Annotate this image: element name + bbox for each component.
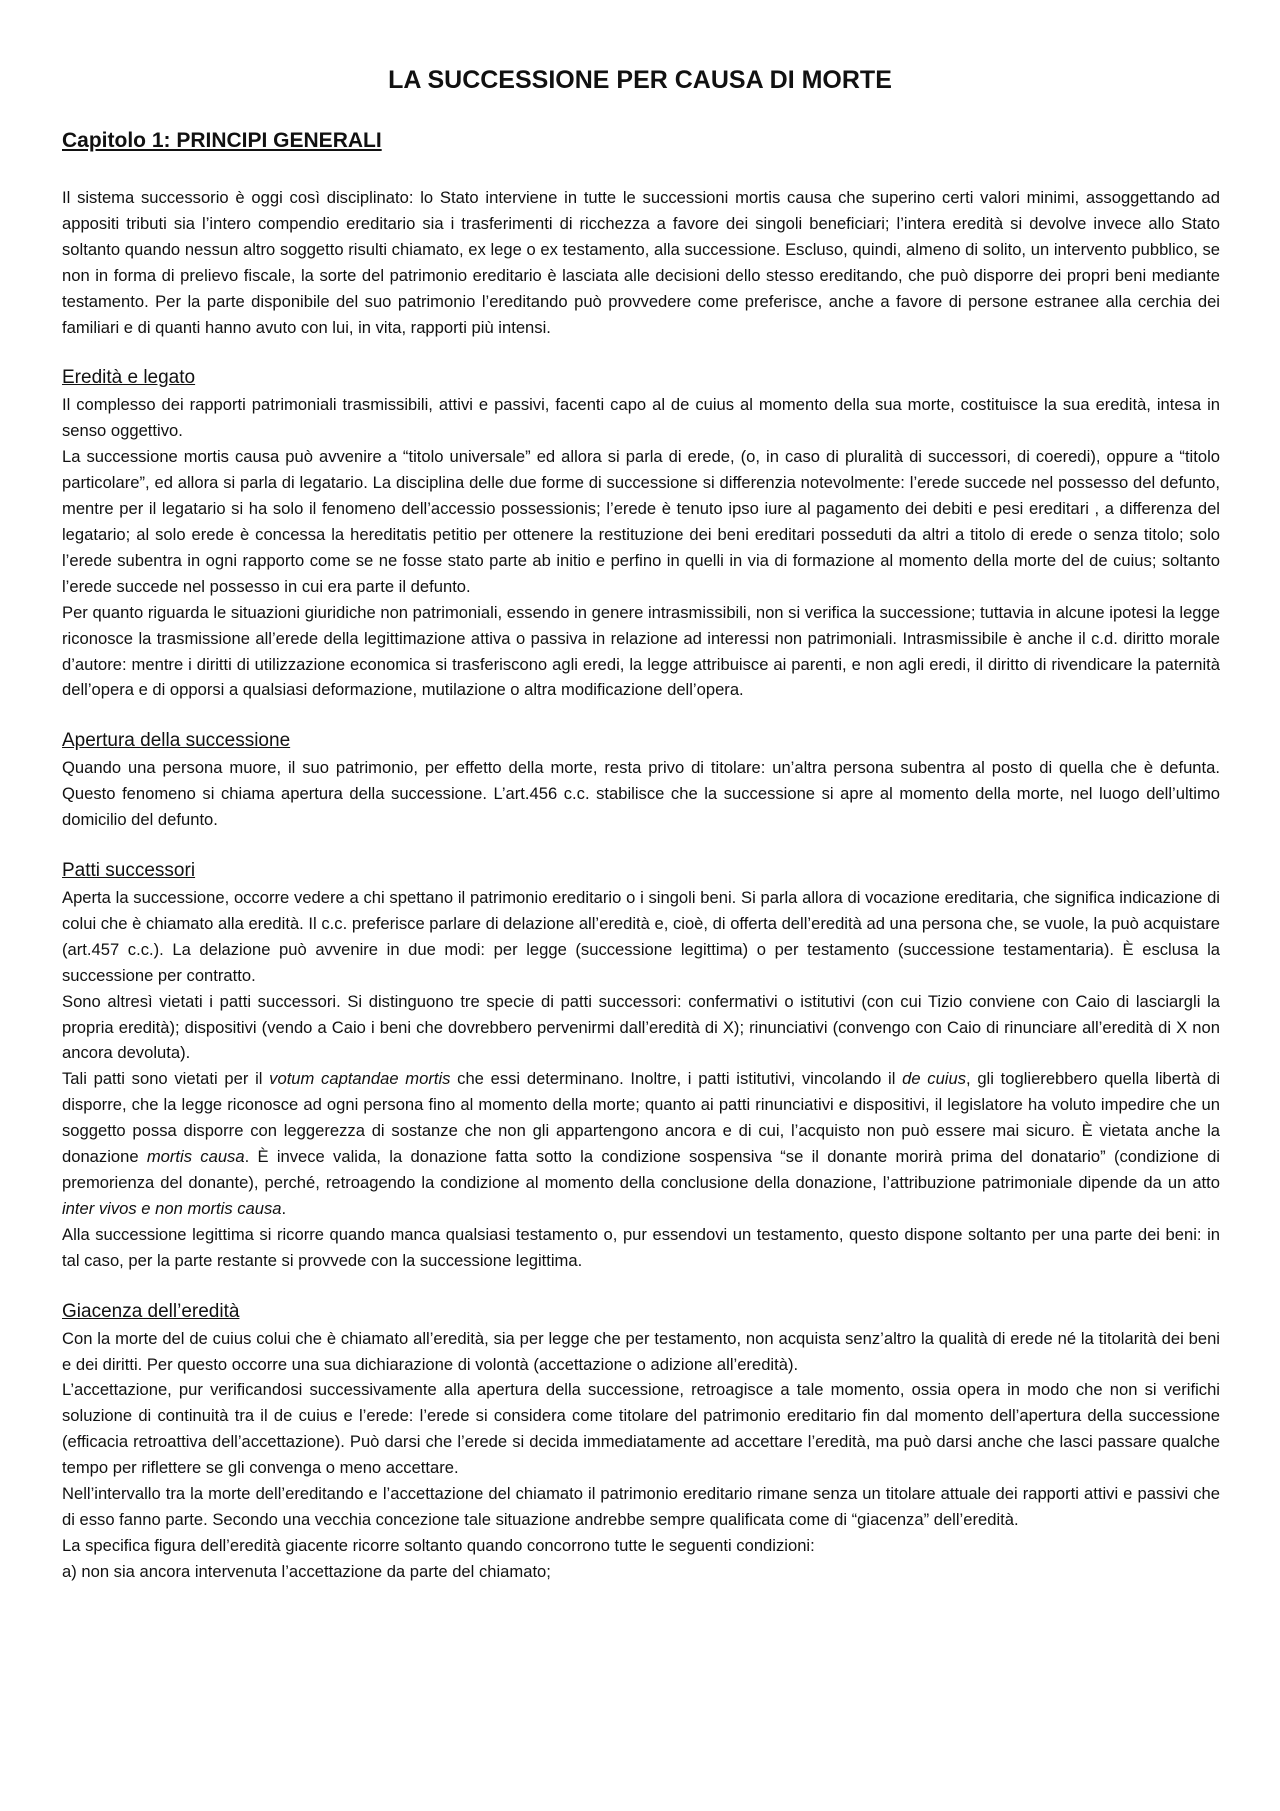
section-heading-eredita: Eredità e legato <box>62 367 196 389</box>
chapter-title: Capitolo 1: PRINCIPI GENERALI <box>62 129 382 152</box>
section-heading-giacenza: Giacenza dell’eredità <box>62 1300 240 1322</box>
paragraph: Sono altresì vietati i patti successori. Si distinguono tre specie di patti successori: confermativi o istitutivi (con cui Tizio conviene con Caio di lasciargli la propria eredità); dispositivi (vendo a Caio i beni che dovrebbero pervenirmi dall’eredità di X); rinunciativi (convengo con Caio di rinunciare all’eredità di X non ancora devoluta). <box>62 991 1220 1063</box>
text-run: . È invece valida, la donazione fatta sotto la condizione sospensiva “se il donante morirà prima del donatario” (condizione di premorienza del donante), perché, retroagendo la condizione al momento della conclusione della donazione, l’attribuzione patrimoniale dipende da un atto <box>62 1147 1220 1192</box>
paragraph: Nell’intervallo tra la morte dell’ereditando e l’accettazione del chiamato il patrimonio ereditario rimane senza un titolare attuale dei rapporti attivi e passivi che di esso fanno parte. Secondo una vecchia concezione tale situazione andrebbe sempre qualificata come di “giacenza” dell’eredità. <box>62 1484 1220 1529</box>
paragraph-mixed <box>62 1066 1220 1221</box>
section-heading-patti: Patti successori <box>62 860 196 882</box>
text-run: . <box>281 1198 287 1218</box>
paragraph: Per quanto riguarda le situazioni giuridiche non patrimoniali, essendo in genere intrasmissibili, non si verifica la successione; tuttavia in alcune ipotesi la legge riconosce la trasmissione all’erede della legittimazione attiva o passiva in relazione ad interessi non patrimoniali. Intrasmissibile è anche il c.d. diritto morale d’autore: mentre i diritti di utilizzazione economica si trasferiscono agli eredi, la legge attribuisce ai parenti, e non agli eredi, il diritto di rivendicare la paternità dell’opera e di opporsi a qualsiasi deformazione, mutilazione o altra modificazione dell’opera. <box>62 602 1220 700</box>
paragraph: Aperta la successione, occorre vedere a chi spettano il patrimonio ereditario o i singoli beni. Si parla allora di vocazione ereditaria, che significa indicazione di colui che è chiamato alla eredità. Il c.c. preferisce parlare di delazione all’eredità e, cioè, di offerta dell’eredità ad una persona che, se vuole, la può acquistare (art.457 c.c.). La delazione può avvenire in due modi: per legge (successione legittima) o per testamento (successione testamentaria). È esclusa la successione per contratto. <box>62 888 1220 985</box>
paragraph: Alla successione legittima si ricorre quando manca qualsiasi testamento o, pur essendovi un testamento, questo dispone soltanto per una parte dei beni: in tal caso, per la parte restante si provvede con la successione legittima. <box>62 1224 1220 1270</box>
page-title: LA SUCCESSIONE PER CAUSA DI MORTE <box>388 66 892 94</box>
text-run: Tali patti sono vietati per il <box>62 1069 270 1089</box>
paragraph: Il complesso dei rapporti patrimoniali trasmissibili, attivi e passivi, facenti capo al de cuius al momento della sua morte, costituisce la sua eredità, intesa in senso oggettivo. <box>62 395 1220 441</box>
document-body <box>62 185 1220 1585</box>
italic-run: mortis causa <box>146 1147 245 1167</box>
list-item: a) non sia ancora intervenuta l’accettazione da parte del chiamato; <box>62 1561 551 1581</box>
text-run: che essi determinano. Inoltre, i patti istitutivi, vincolando il <box>450 1069 903 1089</box>
italic-run: inter vivos e non mortis causa <box>62 1198 282 1218</box>
paragraph: L’accettazione, pur verificandosi successivamente alla apertura della successione, retroagisce a tale momento, ossia opera in modo che non si verifichi soluzione di continuità tra il de cuius e l’erede: l’erede si considera come titolare del patrimonio ereditario fin dal momento dell’apertura della successione (efficacia retroattiva dell’accettazione). Può darsi che l’erede si decida immediatamente ad accettare l’eredità, ma può darsi anche che lasci passare qualche tempo per riflettere se gli convenga o meno accettare. <box>62 1380 1220 1478</box>
paragraph: La successione mortis causa può avvenire a “titolo universale” ed allora si parla di erede, (o, in caso di pluralità di successori, di coeredi), oppure a “titolo particolare”, ed allora si parla di legatario. La disciplina delle due forme di successione si differenzia notevolmente: l’erede succede nel possesso del defunto, mentre per il legatario si ha solo il fenomeno dell’accessio possessionis; l’erede è tenuto ipso iure al pagamento dei debiti e pesi ereditari , a differenza del legatario; al solo erede è concessa la hereditatis petitio per ottenere la restituzione dei beni ereditari posseduti da altri a titolo di erede o senza titolo; solo l’erede subentra in ogni rapporto come se ne fosse stato parte ab initio e perfino in quelli in via di formazione al momento della morte del de cuius; soltanto l’erede succede nel possesso in cui era parte il defunto. <box>62 447 1220 596</box>
section-heading-apertura: Apertura della successione <box>62 730 291 752</box>
paragraph: La specifica figura dell’eredità giacente ricorre soltanto quando concorrono tutte le seguenti condizioni: <box>62 1535 815 1555</box>
intro-paragraph: Il sistema successorio è oggi così disciplinato: lo Stato interviene in tutte le successioni mortis causa che superino certi valori minimi, assoggettando ad appositi tributi sia l’intero compendio ereditario sia i trasferimenti di ricchezza a favore dei singoli beneficiari; l’intera eredità si devolve invece allo Stato soltanto quando nessun altro soggetto risulti chiamato, ex lege o ex testamento, alla successione. Escluso, quindi, almeno di solito, un intervento pubblico, se non in forma di prelievo fiscale, la sorte del patrimonio ereditario è lasciata alle decisioni dello stesso ereditando, che può disporre dei propri beni mediante testamento. Per la parte disponibile del suo patrimonio l’ereditando può provvedere come preferisce, anche a favore di persone estranee alla cerchia dei familiari e di quanti hanno avuto con lui, in vita, rapporti più intensi. <box>62 188 1220 337</box>
text-run: , gli toglierebbero quella libertà di disporre, che la legge riconosce ad ogni persona fino al momento della morte; quanto ai patti rinunciativi e dispositivi, il legislatore ha voluto impedire che un soggetto possa disporre con leggerezza di sostanze che non gli appartengono ancora e di cui, l’acquisto non può essere mai sicuro. È vietata anche la donazione <box>62 1069 1221 1167</box>
paragraph: Quando una persona muore, il suo patrimonio, per effetto della morte, resta privo di titolare: un’altra persona subentra al posto di quella che è defunta. Questo fenomeno si chiama apertura della successione. L’art.456 c.c. stabilisce che la successione si apre al momento della morte, nel luogo dell’ultimo domicilio del defunto. <box>62 758 1220 830</box>
paragraph: Con la morte del de cuius colui che è chiamato all’eredità, sia per legge che per testamento, non acquista senz’altro la qualità di erede né la titolarità dei beni e dei diritti. Per questo occorre una sua dichiarazione di volontà (accettazione o adizione all’eredità). <box>62 1328 1220 1374</box>
italic-run: votum captandae mortis <box>269 1069 451 1089</box>
italic-run: de cuius <box>902 1069 967 1089</box>
